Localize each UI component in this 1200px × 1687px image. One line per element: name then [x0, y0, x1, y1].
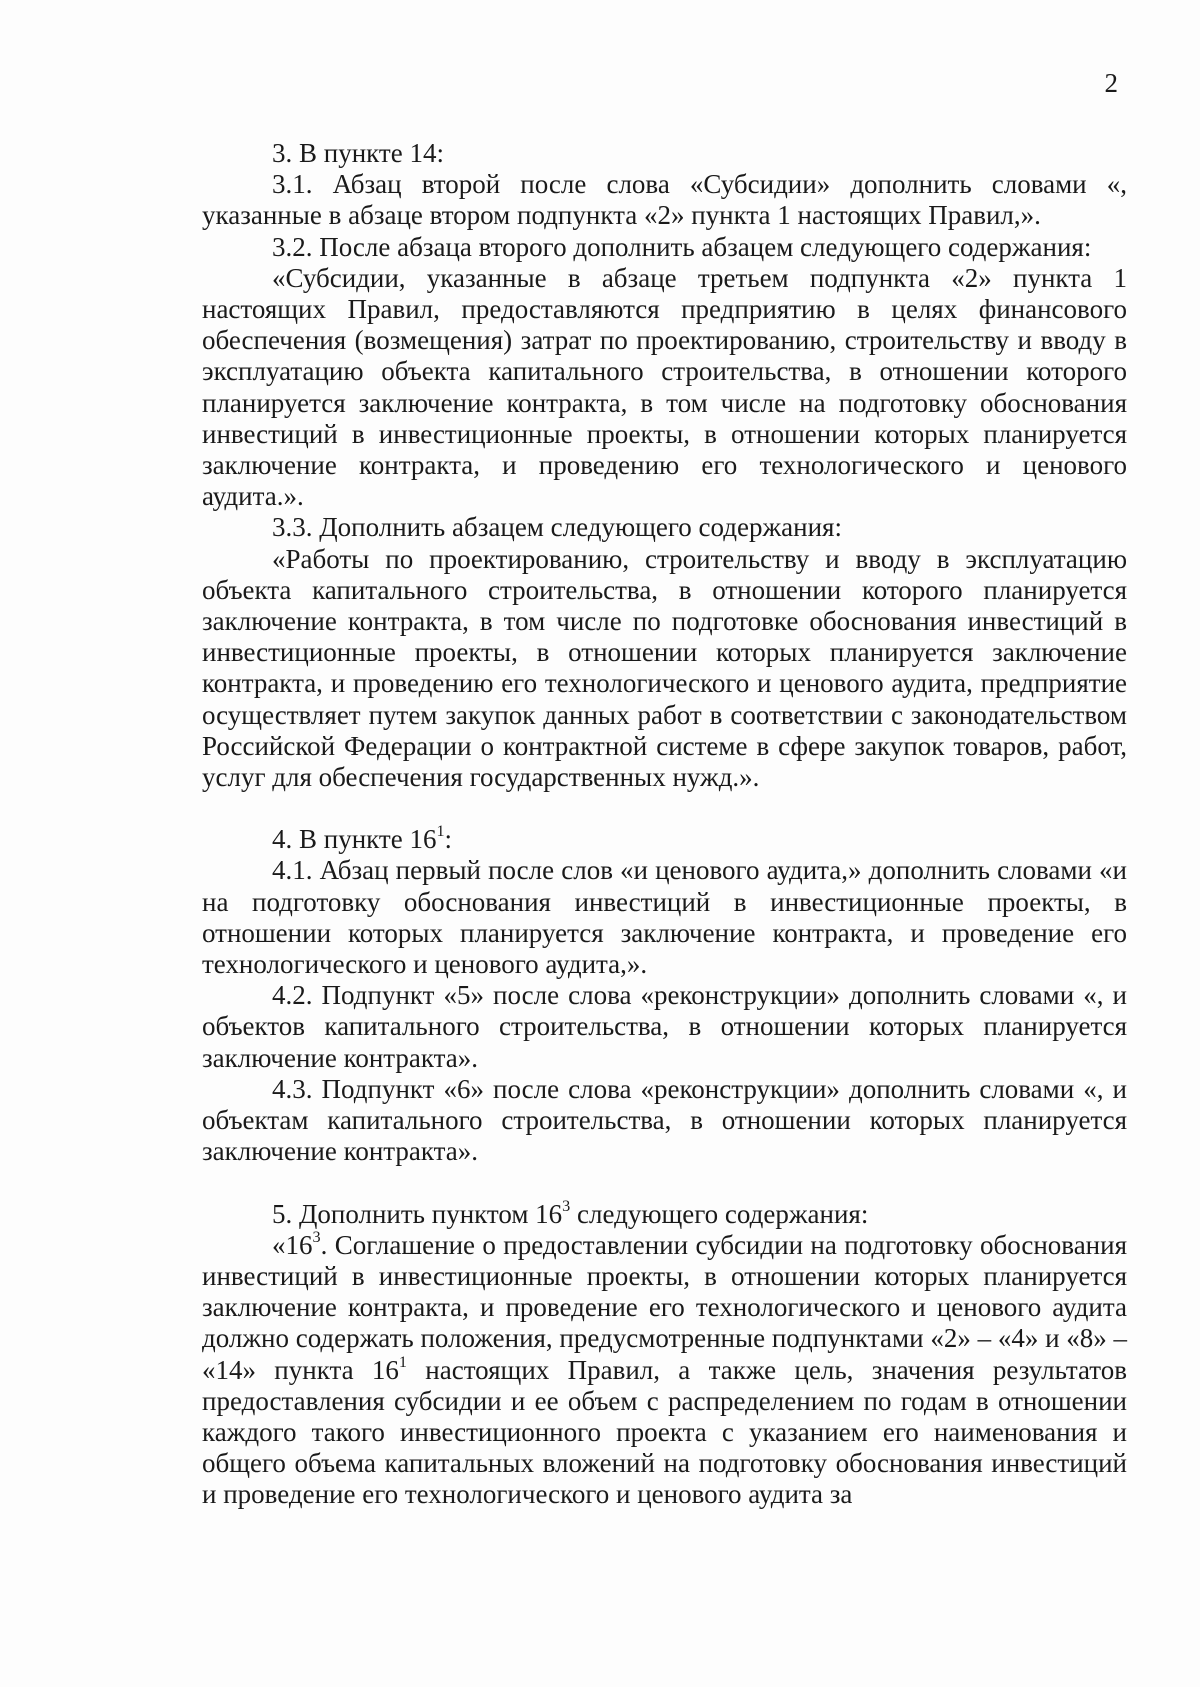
paragraph-p3-1 — [202, 169, 1127, 231]
paragraph-text: «Работы по проектированию, строительству и вводу в эксплуатацию объекта капитального строительства, в отношении которого планируется заключение контракта, в том числе по подготовке обоснования инвестиций в инвестиционные проекты, в отношении которых планируется заключение контракта, и проведению его технологического и ценового аудита, предприятие осуществляет путем закупок данных работ в соответствии с законодательством Российской Федерации о контрактной системе в сфере закупок товаров, работ, услуг для обеспечения государственных нужд.». — [202, 543, 1127, 793]
paragraph-text: 4. В пункте 16 — [272, 824, 437, 855]
paragraph-text: 5. Дополнить пунктом 16 — [272, 1198, 563, 1229]
paragraph-text: 4.2. Подпункт «5» после слова «реконструкции» дополнить словами «, и объектов капитального строительства, в отношении которых планируется заключение контракта». — [202, 980, 1127, 1073]
paragraph-p4-2 — [202, 980, 1127, 1074]
paragraph-text: 3.1. Абзац второй после слова «Субсидии» дополнить словами «, указанные в абзаце втором подпункта «2» пункта 1 настоящих Правил,». — [202, 169, 1127, 231]
paragraph-p4-1 — [202, 855, 1127, 980]
superscript: 3 — [562, 1196, 571, 1215]
paragraph-p4-3 — [202, 1074, 1127, 1168]
superscript: 3 — [312, 1227, 321, 1246]
superscript: 1 — [436, 822, 445, 841]
paragraph-text: 3.2. После абзаца второго дополнить абзацем следующего содержания: — [272, 231, 1092, 262]
paragraph-p3-2-quote — [202, 263, 1127, 513]
paragraph-p3-3 — [202, 512, 1127, 543]
paragraph-text: : — [444, 824, 453, 855]
paragraph-text: следующего содержания: — [570, 1198, 869, 1229]
paragraph-text: «Субсидии, указанные в абзаце третьем подпункта «2» пункта 1 настоящих Правил, предоставляются предприятию в целях финансового обеспечения (возмещения) затрат по проектированию, строительству и вводу в эксплуатацию объекта капитального строительства, в отношении которого планируется заключение контракта, в том числе на подготовку обоснования инвестиций в инвестиционные проекты, в отношении которых планируется заключение контракта, и проведению его технологического и ценового аудита.». — [202, 262, 1127, 512]
paragraph-text: 3. В пункте 14: — [272, 138, 444, 168]
page-number: 2 — [1104, 68, 1118, 98]
paragraph-text: 4.1. Абзац первый после слов «и ценового аудита,» дополнить словами «и на подготовку обоснования инвестиций в инвестиционные проекты, в отношении которых планируется заключение контракта, и проведение его технологического и ценового аудита,». — [202, 855, 1127, 980]
paragraph-p3 — [202, 138, 1127, 169]
superscript: 1 — [398, 1352, 407, 1371]
paragraph-text: . Соглашение о предоставлении субсидии на подготовку обоснования инвестиций в инвестиционные проекты, в отношении которых планируется заключение контракта, и проведение его технологического и ценового аудита должно содержать положения, предусмотренные подпунктами «2» – «4» и «8» – «14» пункта 16 — [202, 1229, 1128, 1385]
paragraph-text: 3.3. Дополнить абзацем следующего содержания: — [272, 512, 842, 543]
paragraph-text: 4.3. Подпункт «6» после слова «реконструкции» дополнить словами «, и объектам капитального строительства, в отношении которых планируется заключение контракта». — [202, 1073, 1127, 1167]
paragraph-p3-3-quote — [202, 544, 1127, 794]
paragraph-p5-quote — [202, 1227, 1128, 1511]
paragraph-p4 — [202, 824, 1127, 855]
paragraph-p3-2 — [202, 232, 1127, 263]
paragraph-text: настоящих Правил, а также цель, значения результатов предоставления субсидии и ее объем с распределением по годам в отношении каждого такого инвестиционного проекта с указанием его наименования и общего объема капитальных вложений на подготовку обоснования инвестиций и проведение его технологического и ценового аудита за — [202, 1354, 1127, 1510]
paragraph-p5 — [202, 1196, 1127, 1230]
document-body — [202, 138, 1127, 1511]
paragraph-text: «16 — [272, 1229, 313, 1260]
